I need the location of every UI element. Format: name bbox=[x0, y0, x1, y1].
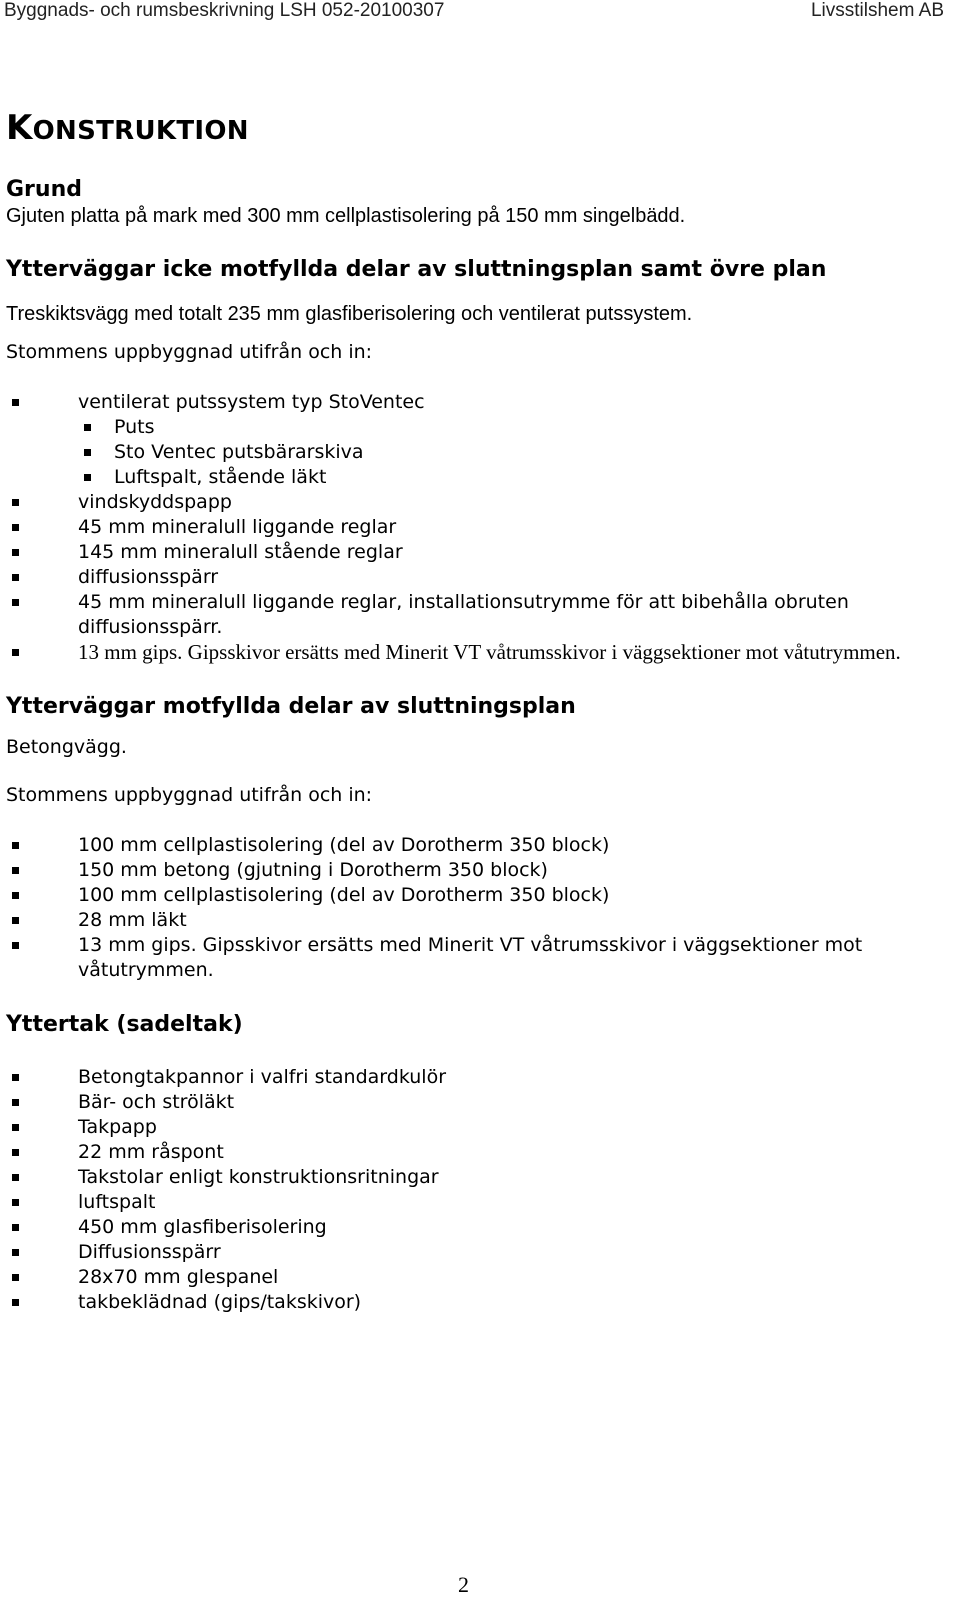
list-item: Takstolar enligt konstruktionsritningar bbox=[6, 1165, 946, 1190]
list-item: diffusionsspärr bbox=[6, 565, 946, 590]
header-company-name: Livsstilshem AB bbox=[810, 0, 944, 21]
bullet-icon bbox=[12, 942, 19, 949]
list-item: Takpapp bbox=[6, 1115, 946, 1140]
bullet-icon bbox=[12, 917, 19, 924]
list-item: 100 mm cellplastisolering (del av Dorotherm 350 block) bbox=[6, 833, 946, 858]
heading-ytterväggar-motfyllda: Ytterväggar motfyllda delar av sluttningsplan bbox=[6, 694, 576, 719]
heading-grund: Grund bbox=[6, 177, 82, 202]
list-item: 22 mm råspont bbox=[6, 1140, 946, 1165]
bullet-icon bbox=[12, 1099, 19, 1106]
list-item: Puts bbox=[6, 415, 946, 440]
list-item: ventilerat putssystem typ StoVentec bbox=[6, 390, 946, 415]
yttertak-layer-list bbox=[6, 1065, 946, 1315]
list-item: luftspalt bbox=[6, 1190, 946, 1215]
bullet-icon bbox=[12, 549, 19, 556]
bullet-icon bbox=[12, 599, 19, 606]
ytter1-description: Treskiktsvägg med totalt 235 mm glasfiberisolering och ventilerat putssystem. bbox=[6, 303, 693, 325]
bullet-icon bbox=[12, 1224, 19, 1231]
bullet-icon bbox=[84, 424, 91, 431]
bullet-icon bbox=[12, 524, 19, 531]
bullet-icon bbox=[12, 867, 19, 874]
list-item: 145 mm mineralull stående reglar bbox=[6, 540, 946, 565]
list-item: 28x70 mm glespanel bbox=[6, 1265, 946, 1290]
page-header bbox=[4, 0, 944, 26]
bullet-icon bbox=[12, 1124, 19, 1131]
list-item: Sto Ventec putsbärarskiva bbox=[6, 440, 946, 465]
bullet-icon bbox=[12, 574, 19, 581]
ytter2-layer-list bbox=[6, 833, 946, 983]
list-item: 45 mm mineralull liggande reglar, installationsutrymme för att bibehålla obruten diffusionsspärr. bbox=[6, 590, 946, 640]
list-item: Luftspalt, stående läkt bbox=[6, 465, 946, 490]
bullet-icon bbox=[12, 499, 19, 506]
bullet-icon bbox=[12, 1299, 19, 1306]
page-number: 2 bbox=[458, 1572, 469, 1597]
header-document-title: Byggnads- och rumsbeskrivning LSH 052-20100307 bbox=[4, 0, 445, 21]
bullet-icon bbox=[84, 474, 91, 481]
bullet-icon bbox=[12, 649, 19, 656]
list-item: vindskyddspapp bbox=[6, 490, 946, 515]
ytter1-stommens-uppbyggnad: Stommens uppbyggnad utifrån och in: bbox=[6, 341, 373, 363]
ytter2-stommens-uppbyggnad: Stommens uppbyggnad utifrån och in: bbox=[6, 784, 373, 806]
list-item: 100 mm cellplastisolering (del av Dorotherm 350 block) bbox=[6, 883, 946, 908]
bullet-icon bbox=[12, 1074, 19, 1081]
list-item: 13 mm gips. Gipsskivor ersätts med Minerit VT våtrumsskivor i väggsektioner mot våtutrymmen. bbox=[6, 640, 946, 665]
section-title-rest: ONSTRUKTION bbox=[32, 116, 249, 146]
bullet-icon bbox=[12, 842, 19, 849]
document-body bbox=[6, 100, 946, 1315]
grund-text: Gjuten platta på mark med 300 mm cellplastisolering på 150 mm singelbädd. bbox=[6, 205, 686, 227]
list-item: 28 mm läkt bbox=[6, 908, 946, 933]
section-title bbox=[6, 108, 946, 148]
heading-ytterväggar-icke-motfyllda: Ytterväggar icke motfyllda delar av sluttningsplan samt övre plan bbox=[6, 257, 827, 282]
bullet-icon bbox=[12, 1149, 19, 1156]
bullet-icon bbox=[12, 1249, 19, 1256]
list-item: 450 mm glasfiberisolering bbox=[6, 1215, 946, 1240]
ytter2-description: Betongvägg. bbox=[6, 736, 127, 758]
heading-yttertak: Yttertak (sadeltak) bbox=[6, 1012, 243, 1037]
section-title-initial: K bbox=[6, 108, 33, 148]
list-item: 45 mm mineralull liggande reglar bbox=[6, 515, 946, 540]
list-item: takbeklädnad (gips/takskivor) bbox=[6, 1290, 946, 1315]
bullet-icon bbox=[12, 1199, 19, 1206]
list-item: 13 mm gips. Gipsskivor ersätts med Minerit VT våtrumsskivor i väggsektioner mot våtutrymmen. bbox=[6, 933, 946, 983]
bullet-icon bbox=[12, 1274, 19, 1281]
bullet-icon bbox=[12, 399, 19, 406]
bullet-icon bbox=[12, 892, 19, 899]
bullet-icon bbox=[84, 449, 91, 456]
list-item: Betongtakpannor i valfri standardkulör bbox=[6, 1065, 946, 1090]
list-item: Bär- och ströläkt bbox=[6, 1090, 946, 1115]
list-item: Diffusionsspärr bbox=[6, 1240, 946, 1265]
list-item: 150 mm betong (gjutning i Dorotherm 350 block) bbox=[6, 858, 946, 883]
ytter1-layer-list bbox=[6, 390, 946, 665]
bullet-icon bbox=[12, 1174, 19, 1181]
